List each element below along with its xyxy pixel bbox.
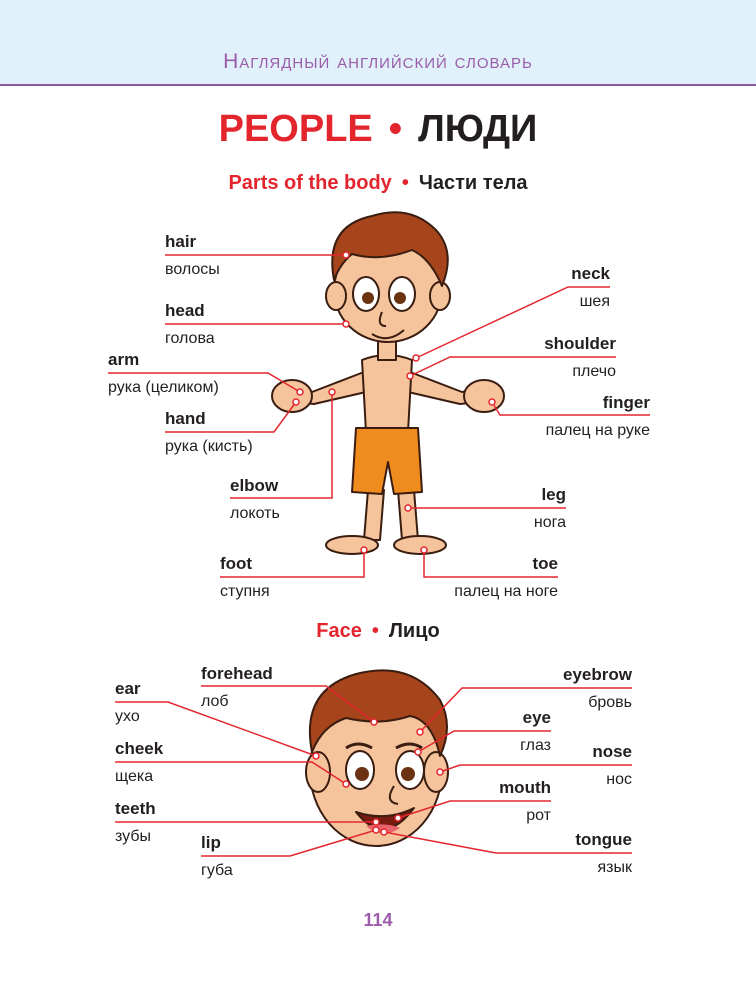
label-en: arm — [108, 350, 140, 369]
label-neck — [571, 264, 610, 312]
bullet-dot: • — [401, 172, 409, 194]
label-en: lip — [201, 833, 221, 852]
label-eye — [520, 708, 551, 756]
label-en: nose — [592, 742, 632, 761]
label-ru: язык — [597, 859, 632, 876]
label-en: eyebrow — [563, 665, 632, 684]
label-elbow — [230, 476, 280, 524]
label-ru: нос — [606, 771, 632, 788]
label-ru: палец на ноге — [454, 583, 558, 600]
section-body-en: Parts of the body — [228, 172, 392, 194]
section-face-en: Face — [316, 620, 362, 642]
section-body-ru: Части тела — [418, 172, 528, 194]
label-en: foot — [220, 554, 253, 573]
label-cheek — [115, 739, 163, 787]
label-ru: ступня — [220, 583, 270, 600]
label-tongue — [575, 830, 632, 878]
label-ru: локоть — [230, 505, 280, 522]
label-ru: волосы — [165, 261, 220, 278]
label-eyebrow — [563, 665, 632, 713]
bullet-dot: • — [388, 108, 403, 150]
label-ru: глаз — [520, 737, 551, 754]
label-en: ear — [115, 679, 141, 698]
label-ru: голова — [165, 330, 215, 347]
label-ru: рука (кисть) — [165, 438, 253, 455]
label-ru: шея — [579, 293, 610, 310]
label-en: teeth — [115, 799, 156, 818]
label-head — [165, 301, 215, 349]
label-hand — [165, 409, 253, 457]
label-en: cheek — [115, 739, 164, 758]
label-forehead — [201, 664, 273, 712]
label-en: toe — [532, 554, 558, 573]
label-finger — [546, 393, 650, 441]
book-title: Наглядный английский словарь — [223, 50, 533, 73]
label-en: tongue — [575, 830, 632, 849]
label-ru: нога — [533, 514, 566, 531]
label-ru: ухо — [115, 708, 140, 725]
label-en: hand — [165, 409, 206, 428]
label-leg — [534, 485, 566, 533]
label-ru: палец на руке — [545, 422, 650, 439]
label-toe — [454, 554, 558, 602]
label-ru: плечо — [572, 363, 616, 380]
boy-body-illustration — [272, 212, 504, 554]
bullet-dot: • — [371, 620, 379, 642]
label-ru: лоб — [201, 693, 229, 710]
label-en: forehead — [201, 664, 273, 683]
label-nose — [592, 742, 632, 790]
label-ru: рот — [526, 807, 551, 824]
label-en: eye — [522, 708, 551, 727]
label-foot — [220, 554, 270, 602]
label-ru: зубы — [115, 828, 151, 845]
page-number: 114 — [363, 910, 393, 930]
label-mouth — [499, 778, 551, 826]
label-en: elbow — [230, 476, 279, 495]
label-en: neck — [571, 264, 610, 283]
label-en: hair — [165, 232, 197, 251]
label-teeth — [115, 799, 156, 847]
label-en: finger — [602, 393, 650, 412]
label-lip — [201, 833, 233, 881]
label-ear — [115, 679, 141, 727]
page-title-en: PEOPLE — [218, 108, 373, 150]
label-ru: бровь — [588, 694, 632, 711]
label-en: leg — [541, 485, 566, 504]
label-en: shoulder — [544, 334, 616, 353]
label-hair — [165, 232, 220, 280]
label-arm — [108, 350, 219, 398]
section-face-ru: Лицо — [388, 620, 440, 642]
label-ru: губа — [201, 862, 233, 879]
label-ru: рука (целиком) — [108, 379, 219, 396]
label-en: head — [165, 301, 205, 320]
label-ru: щека — [115, 768, 154, 785]
label-en: mouth — [499, 778, 551, 797]
page-title-ru: ЛЮДИ — [418, 108, 538, 150]
label-shoulder — [544, 334, 616, 382]
